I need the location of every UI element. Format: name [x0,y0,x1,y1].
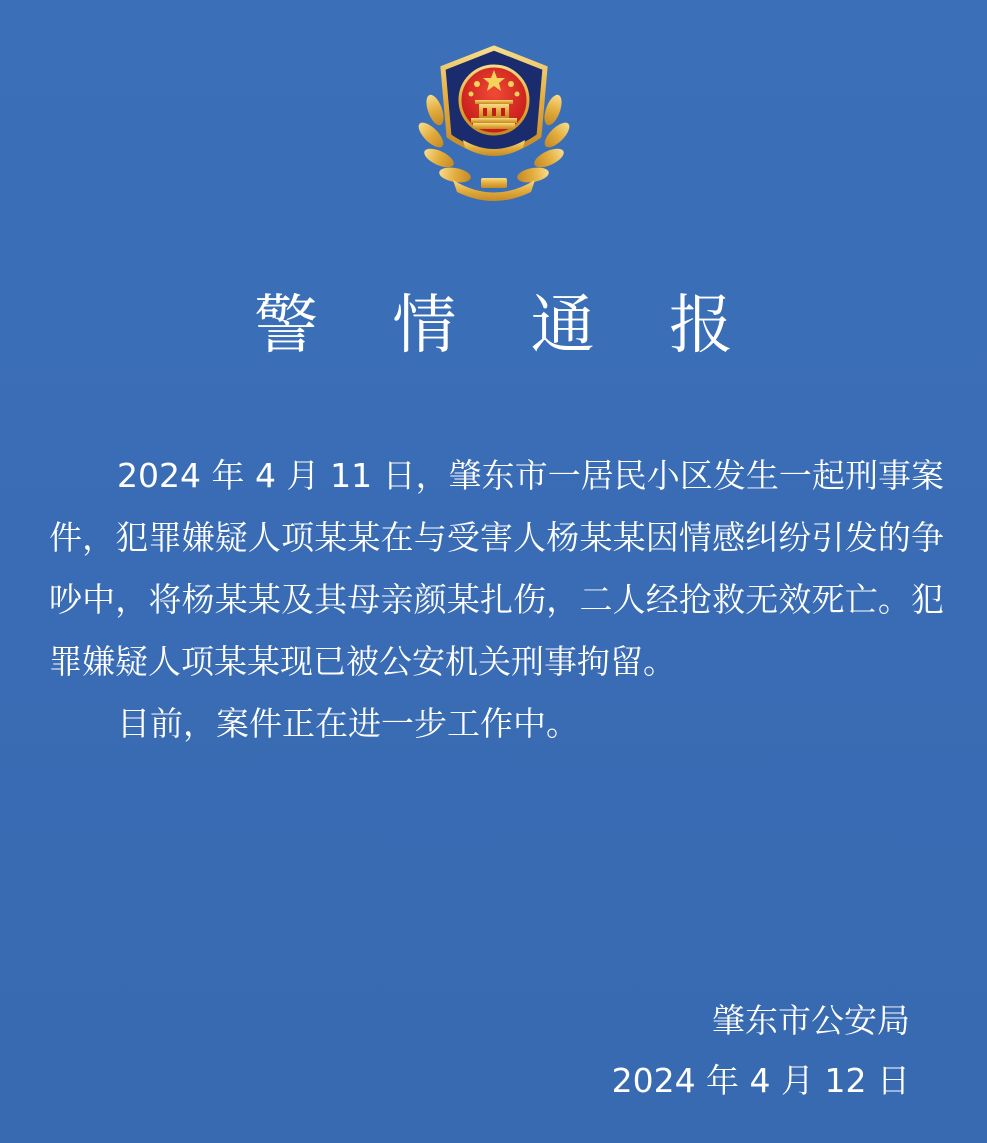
issue-date: 2024 年 4 月 12 日 [611,1061,910,1100]
notice-paragraph: 目前，案件正在进一步工作中。 [117,704,579,743]
notice-title: 警 情 通 报 [253,289,761,363]
issuing-organization: 肇东市公安局 [712,1001,910,1040]
notice-paragraph: 2024 年 4 月 11 日，肇东市一居民小区发生一起刑事案件，犯罪嫌疑人项某某在与受害人杨某某因情感纠纷引发的争吵中，将杨某某及其母亲颜某扎伤，二人经抢救无效死亡。犯罪嫌疑人项某某现已被公安机关刑事拘留。 [49,456,944,681]
notice-body [49,445,944,755]
police-emblem-icon [413,40,575,202]
